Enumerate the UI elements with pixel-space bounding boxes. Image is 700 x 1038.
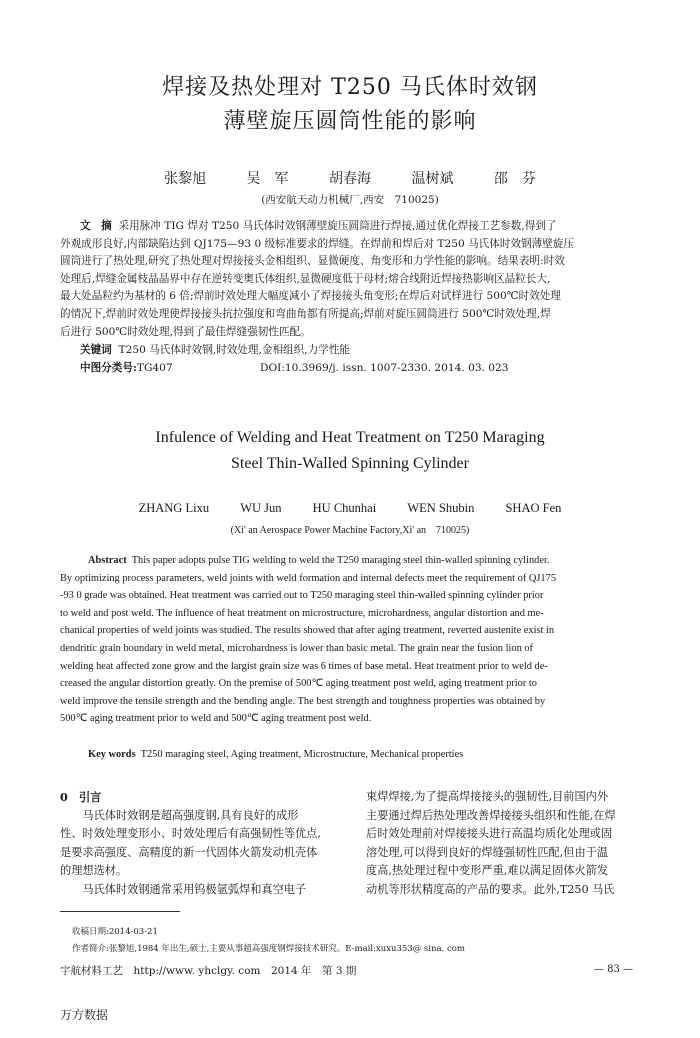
doi: DOI:10.3969/j. issn. 1007-2330. 2014. 03. 023 [260,362,509,374]
author-cn: 吴 军 [246,171,289,187]
footnote-rule [60,911,180,912]
keywords-en-text: T250 maraging steel, Aging treatment, Microstructure, Mechanical properties [140,749,464,760]
abstract-cn-line: 采用脉冲 TIG 焊对 T250 马氏体时效钢薄壁旋压圆筒进行焊接,通过优化焊接工艺参数,得到了 [118,220,557,232]
author-en: HU Chunhai [312,501,377,515]
abstract-en-line: This paper adopts pulse TIG welding to weld the T250 maraging steel thin-walled spinning cylinder. [131,555,550,566]
title-en-line1: Infulence of Welding and Heat Treatment on T250 Maraging [155,429,545,446]
title-cn-line2: 薄壁旋压圆筒性能的影响 [223,109,477,134]
author-en: ZHANG Lixu [138,501,210,515]
body-line: 是要求高强度、高精度的新一代固体火箭发动机壳体 [60,845,318,859]
body-line: 主要通过焊后热处理改善焊接接头组织和性能,在焊 [366,808,616,822]
abstract-en-line: to weld and post weld. The influence of heat treatment on microstructure, microhardness, angular distortion and me- [60,607,544,619]
abstract-cn-label: 文 摘 [80,220,112,232]
keywords-cn [80,342,640,359]
watermark: 万方数据 [60,1008,109,1022]
abstract-en-line: creased the angular distortion greatly. On the premise of 500℃ aging treatment post weld, aging treatment prior to [60,678,537,690]
body-line: 溶处理,可以得到良好的焊缝强韧性匹配,但由于温 [366,845,609,859]
abstract-cn-line: 后进行 500℃时效处理,得到了最佳焊缝强韧性匹配。 [60,325,311,338]
footer-page-number: — 83 — [594,964,634,975]
title-cn-line1: 焊接及热处理对 T250 马氏体时效钢 [162,75,538,100]
author-cn: 温树斌 [411,171,454,187]
keywords-cn-label: 关键词 [80,344,112,356]
classification-label: 中图分类号: [80,362,137,374]
abstract-cn-line: 最大处晶粒约为基材的 6 倍;焊前时效处理大幅度减小了焊接接头角变形;在焊后对试样进行 500℃时效处理 [60,290,561,303]
body-line: 马氏体时效钢是超高强度钢,具有良好的成形 [60,808,299,822]
body-line: 后时效处理前对焊接接头进行高温均质化处理或固 [366,827,613,841]
abstract-en-line: dendritic grain boundary in weld metal, microhardness is lower than basic metal. The grain near the fusion lion of [60,642,534,654]
section-heading: 0 引言 [60,790,102,804]
body-line: 的理想选材。 [60,864,128,878]
affiliation-en: (Xi' an Aerospace Power Machine Factory,Xi' an 710025) [230,525,470,536]
footnote-author-intro: 作者简介:张黎旭,1984 年出生,硕士,主要从事超高强度钢焊接技术研究。E-mail:xuxu353@ sina. com [72,944,465,954]
abstract-en-label: Abstract [88,555,127,566]
abstract-cn [60,218,644,341]
classification [80,360,640,377]
author-cn: 邵 芬 [493,171,536,187]
abstract-cn-line: 的情况下,焊前时效处理使焊接接头抗拉强度和弯曲角都有所提高;焊前对旋压圆筒进行 500℃时效处理,焊 [60,307,551,320]
abstract-cn-line: 处理后,焊缝金属枝晶晶界中存在逆转变奥氏体组织,显微硬度低于母材;熔合线附近焊接热影响区晶粒长大, [60,272,551,285]
footnote-received: 收稿日期:2014-03-21 [72,927,158,937]
abstract-cn-line: 外观成形良好,内部缺陷达到 QJ175—93 0 级标准要求的焊缝。在焊前和焊后对 T250 马氏体时效钢薄壁旋压 [60,237,575,250]
author-en: WU Jun [240,501,282,515]
keywords-en [88,746,648,764]
title-en-line2: Steel Thin-Walled Spinning Cylinder [231,455,469,472]
abstract-en-line: 500℃ aging treatment prior to weld and 500℃ aging treatment post weld. [60,713,372,725]
body-line: 度高,热处理过程中变形严重,难以满足固体火箭发 [366,864,609,878]
author-en: SHAO Fen [505,501,562,515]
body-line: 性、时效处理变形小、时效处理后有高强韧性等优点, [60,827,321,841]
body-line: 动机等形状精度高的产品的要求。此外,T250 马氏 [366,882,615,896]
footer-journal: 宇航材料工艺 http://www. yhclgy. com 2014 年 第 3 期 [60,965,357,977]
keywords-cn-text: T250 马氏体时效钢,时效处理,金相组织,力学性能 [118,344,350,356]
body-right-column [366,788,648,900]
abstract-en-line: By optimizing process parameters, weld joints with weld formation and internal defects meet the requirement of QJ175 [60,572,557,584]
abstract-en-line: welding heat affected zone grow and the largist grain size was 6 times of base metal. Heat treatment prior to weld de- [60,660,548,672]
affiliation-cn: (西安航天动力机械厂,西安 710025) [261,194,439,206]
author-cn: 胡春海 [329,171,371,187]
body-line: 束焊焊接,为了提高焊接接头的强韧性,目前国内外 [366,790,609,803]
authors-en [0,501,700,516]
author-cn: 张黎旭 [164,171,207,187]
authors-cn [0,168,700,188]
body-left-column [60,788,346,900]
body-line: 马氏体时效钢通常采用钨极氩弧焊和真空电子 [60,882,307,896]
abstract-en-line: -93 0 grade was obtained. Heat treatment was carried out to T250 maraging steel thin-walled spinning cylinder prior [60,590,544,602]
classification-value: TG407 [136,362,173,374]
keywords-en-label: Key words [88,749,136,760]
abstract-en [60,552,644,728]
abstract-en-line: chanical properties of weld joints was studied. The results showed that after aging treatment, reverted austenite exist in [60,625,555,637]
abstract-cn-line: 圆筒进行了热处理,研究了热处理对焊接接头金相组织、显微硬度、角变形和力学性能的影响。结果表明:时效 [60,255,565,268]
author-en: WEN Shubin [407,501,475,515]
abstract-en-line: weld improve the tensile strength and the bending angle. The best strength and toughness properties was obtained by [60,695,546,707]
